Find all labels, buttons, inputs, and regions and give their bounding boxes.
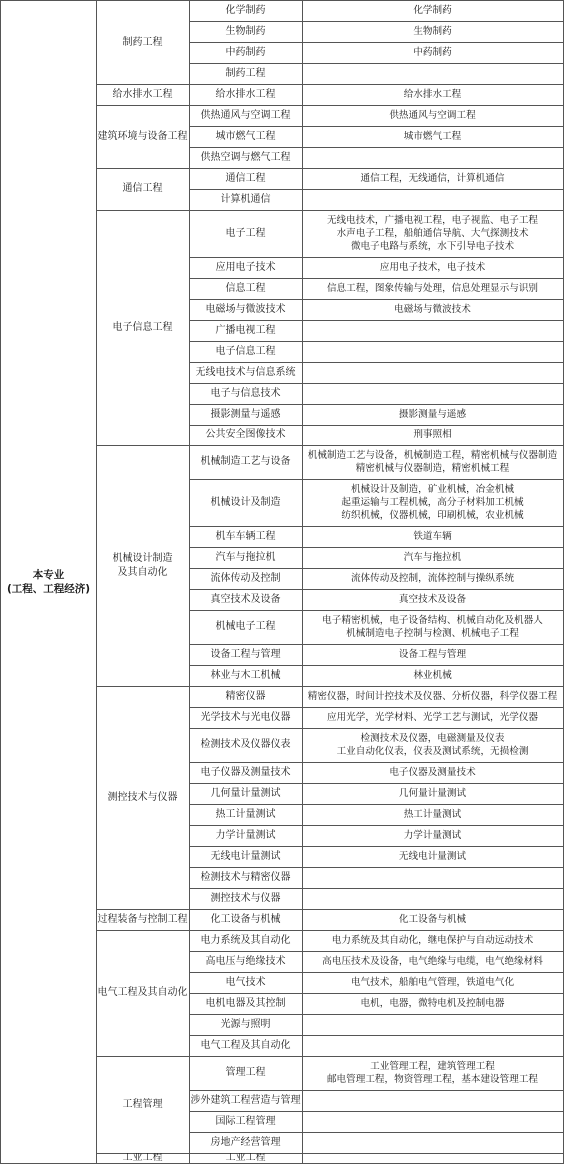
related-majors-cell [302,888,564,910]
group-name-cell: 电子信息工程 [96,210,190,446]
major-cell: 工业工程 [189,1153,303,1164]
related-majors-cell: 电磁场与微波技术 [302,299,564,321]
related-majors-cell: 汽车与拖拉机 [302,547,564,569]
group-name-cell: 过程装备与控制工程 [96,909,190,931]
related-majors-cell [302,147,564,169]
major-cell: 电力系统及其自动化 [189,930,303,952]
related-majors-cell: 机械设计及制造，矿业机械，冶金机械 起重运输与工程机械，高分子材料加工机械 纺织机械，仪器机械，印刷机械，农业机械 [302,479,564,527]
major-cell: 电磁场与微波技术 [189,299,303,321]
major-cell: 热工计量测试 [189,804,303,826]
major-cell: 无线电计量测试 [189,846,303,868]
related-majors-cell [302,1132,564,1154]
group-name-cell: 工程管理 [96,1056,190,1154]
major-cell: 机械设计及制造 [189,479,303,527]
related-majors-cell: 工业管理工程，建筑管理工程 邮电管理工程，物资管理工程，基本建设管理工程 [302,1056,564,1091]
related-majors-cell: 化工设备与机械 [302,909,564,931]
related-majors-cell: 中药制药 [302,42,564,64]
major-cell: 真空技术及设备 [189,589,303,611]
related-majors-cell: 城市燃气工程 [302,126,564,148]
major-cell: 摄影测量与遥感 [189,404,303,426]
related-majors-cell: 林业机械 [302,665,564,687]
major-cell: 计算机通信 [189,189,303,211]
related-majors-cell: 给水排水工程 [302,84,564,106]
major-cell: 精密仪器 [189,686,303,708]
group-name-cell: 给水排水工程 [96,84,190,106]
major-cell: 公共安全图像技术 [189,425,303,446]
major-cell: 流体传动及控制 [189,568,303,590]
major-cell: 高电压与绝缘技术 [189,951,303,973]
related-majors-cell: 流体传动及控制，流体控制与操纵系统 [302,568,564,590]
related-majors-cell [302,189,564,211]
major-cell: 涉外建筑工程营造与管理 [189,1090,303,1112]
major-cell: 国际工程管理 [189,1111,303,1133]
major-cell: 广播电视工程 [189,320,303,342]
related-majors-cell: 力学计量测试 [302,825,564,847]
major-cell: 中药制药 [189,42,303,64]
related-majors-cell: 机械制造工艺与设备，机械制造工程，精密机械与仪器制造 精密机械与仪器制造，精密机械工程 [302,445,564,480]
related-majors-cell [302,362,564,384]
major-cell: 光源与照明 [189,1014,303,1036]
group-name-cell: 工业工程 [96,1153,190,1164]
major-cell: 化学制药 [189,0,303,22]
major-cell: 通信工程 [189,168,303,190]
related-majors-cell [302,63,564,85]
major-cell: 制药工程 [189,63,303,85]
related-majors-cell: 真空技术及设备 [302,589,564,611]
related-majors-cell: 设备工程与管理 [302,644,564,666]
major-cell: 电气工程及其自动化 [189,1035,303,1057]
related-majors-cell: 摄影测量与遥感 [302,404,564,426]
related-majors-cell: 供热通风与空调工程 [302,105,564,127]
major-cell: 给水排水工程 [189,84,303,106]
related-majors-cell [302,1035,564,1057]
group-name-cell: 制药工程 [96,0,190,85]
related-majors-cell [302,867,564,889]
related-majors-cell [302,383,564,405]
group-name-cell: 建筑环境与设备工程 [96,105,190,169]
major-cell: 供热通风与空调工程 [189,105,303,127]
major-cell: 管理工程 [189,1056,303,1091]
related-majors-cell: 铁道车辆 [302,526,564,548]
related-majors-cell: 电力系统及其自动化，继电保护与自动远动技术 [302,930,564,952]
related-majors-cell: 精密仪器，时间计控技术及仪器、分析仪器，科学仪器工程 [302,686,564,708]
related-majors-cell: 化学制药 [302,0,564,22]
related-majors-cell [302,1090,564,1112]
related-majors-cell: 无线电技术，广播电视工程，电子视监、电子工程 水声电子工程，船舶通信导航、大气探测技术 微电子电路与系统，水下引导电子技术 [302,210,564,258]
major-cell: 检测技术与精密仪器 [189,867,303,889]
related-majors-cell [302,320,564,342]
related-majors-cell: 电子精密机械，电子设备结构、机械自动化及机器人 机械制造电子控制与检测、机械电子工程 [302,610,564,645]
major-cell: 设备工程与管理 [189,644,303,666]
related-majors-cell: 信息工程，图象传输与处理，信息处理显示与识别 [302,278,564,300]
major-cell: 电气技术 [189,972,303,994]
related-majors-cell: 生物制药 [302,21,564,43]
degree-label-cell: 本专业 (工程、工程经济) [0,0,97,1164]
major-cell: 机械电子工程 [189,610,303,645]
major-cell: 机车车辆工程 [189,526,303,548]
major-cell: 房地产经营管理 [189,1132,303,1154]
major-cell: 测控技术与仪器 [189,888,303,910]
major-cell: 电子信息工程 [189,341,303,363]
major-cell: 光学技术与光电仪器 [189,707,303,729]
major-cell: 供热空调与燃气工程 [189,147,303,169]
major-cell: 电机电器及其控制 [189,993,303,1015]
major-cell: 检测技术及仪器仪表 [189,728,303,763]
related-majors-cell: 电子仪器及测量技术 [302,762,564,784]
major-cell: 几何量计量测试 [189,783,303,805]
major-cell: 电子工程 [189,210,303,258]
major-cell: 汽车与拖拉机 [189,547,303,569]
related-majors-cell: 电气技术，船舶电气管理，铁道电气化 [302,972,564,994]
major-cell: 城市燃气工程 [189,126,303,148]
related-majors-cell: 应用光学，光学材料、光学工艺与测试，光学仪器 [302,707,564,729]
related-majors-cell: 检测技术及仪器，电磁测量及仪表 工业自动化仪表，仪表及测试系统，无损检测 [302,728,564,763]
major-cell: 生物制药 [189,21,303,43]
related-majors-cell [302,1153,564,1164]
related-majors-cell: 刑事照相 [302,425,564,446]
major-cell: 机械制造工艺与设备 [189,445,303,480]
major-cell: 信息工程 [189,278,303,300]
related-majors-cell [302,1111,564,1133]
group-name-cell: 电气工程及其自动化 [96,930,190,1057]
related-majors-cell [302,1014,564,1036]
major-cell: 化工设备与机械 [189,909,303,931]
group-name-cell: 通信工程 [96,168,190,211]
group-name-cell: 机械设计制造 及其自动化 [96,445,190,687]
related-majors-cell: 几何量计量测试 [302,783,564,805]
group-name-cell: 测控技术与仪器 [96,686,190,910]
major-cell: 应用电子技术 [189,257,303,279]
major-cell: 电子仪器及测量技术 [189,762,303,784]
related-majors-cell: 应用电子技术，电子技术 [302,257,564,279]
major-cell: 力学计量测试 [189,825,303,847]
related-majors-cell: 高电压技术及设备，电气绝缘与电缆，电气绝缘材料 [302,951,564,973]
major-cell: 电子与信息技术 [189,383,303,405]
related-majors-cell: 通信工程，无线通信，计算机通信 [302,168,564,190]
related-majors-cell [302,341,564,363]
major-cell: 林业与木工机械 [189,665,303,687]
related-majors-cell: 无线电计量测试 [302,846,564,868]
related-majors-cell: 热工计量测试 [302,804,564,826]
related-majors-cell: 电机，电器，微特电机及控制电器 [302,993,564,1015]
major-cell: 无线电技术与信息系统 [189,362,303,384]
